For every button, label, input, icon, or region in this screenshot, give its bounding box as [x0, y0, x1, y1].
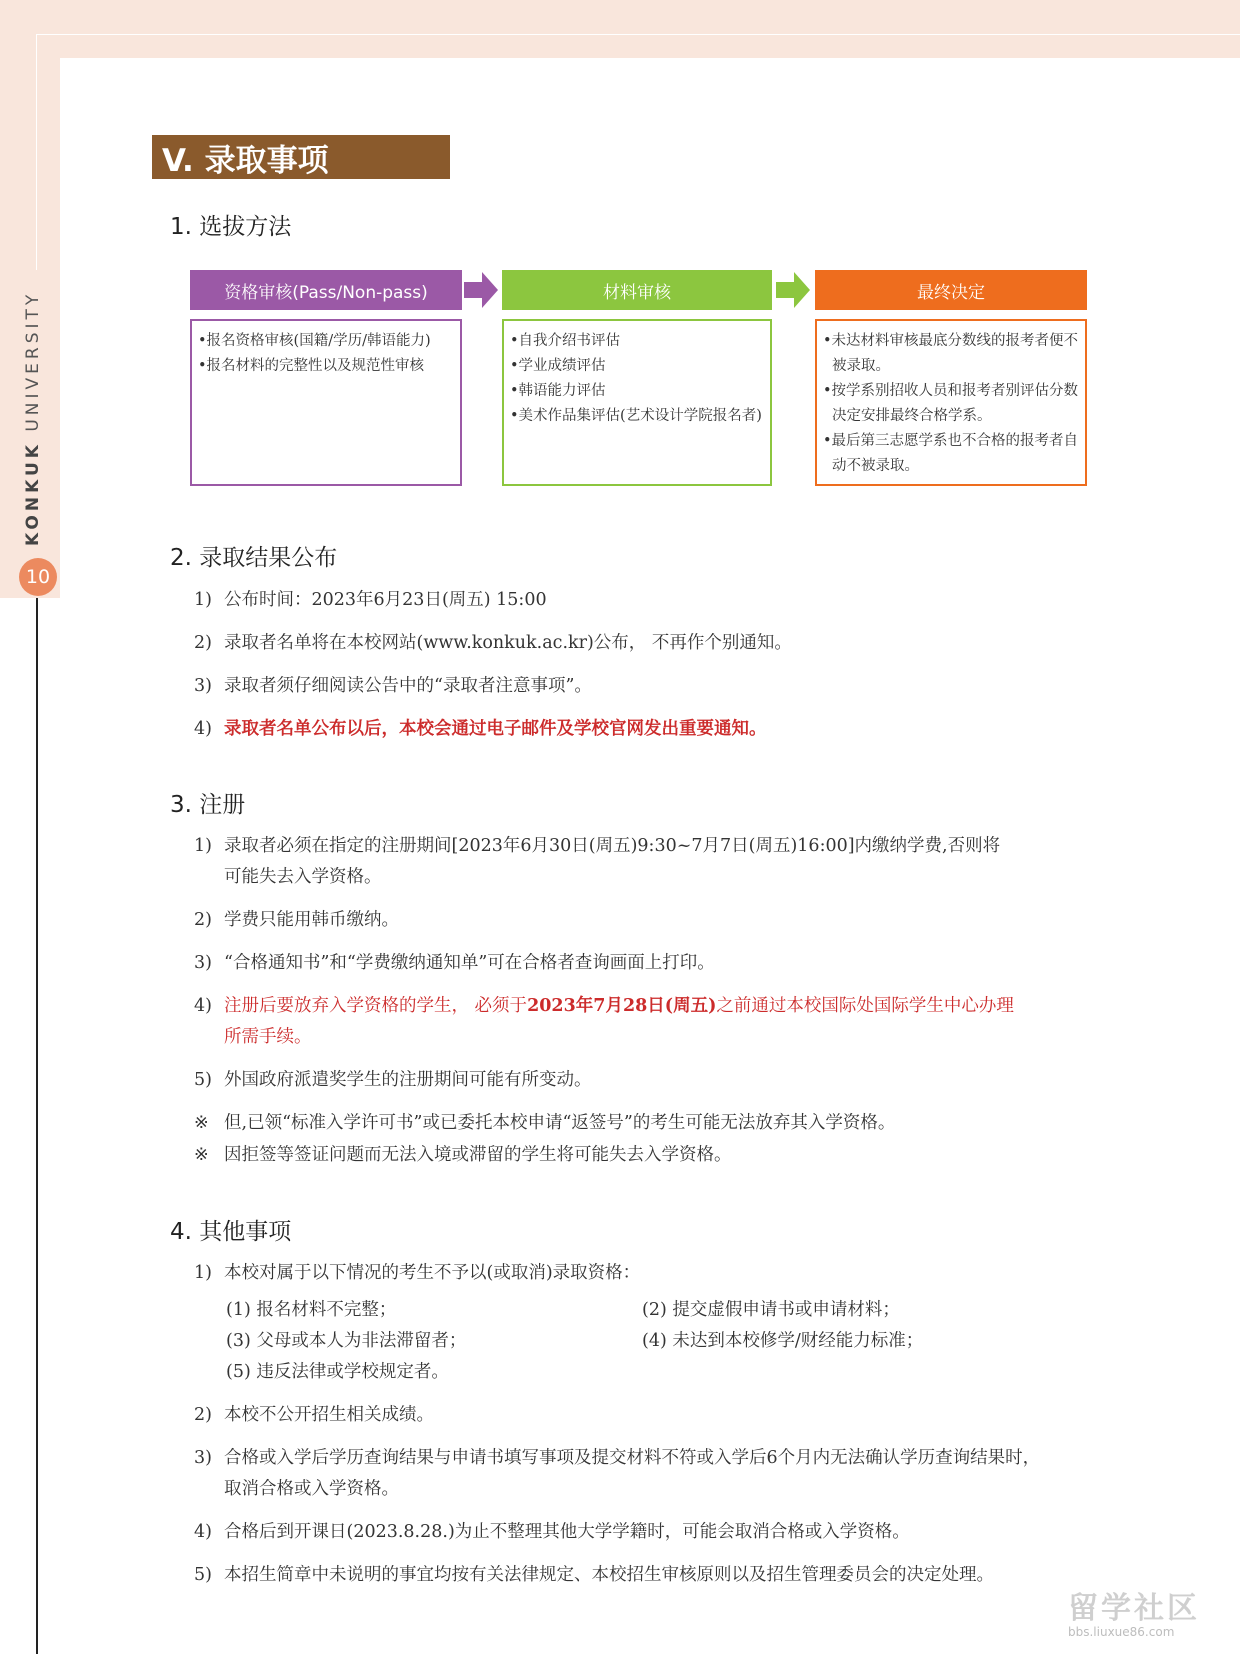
item-text: 本校对属于以下情况的考生不予以(或取消)录取资格：	[224, 1263, 641, 1283]
stage-head-qualification: 资格审核(Pass/Non-pass)	[190, 270, 462, 310]
item-number: 5)	[194, 1070, 212, 1090]
item-text: 注册后要放弃入学资格的学生， 必须于	[224, 996, 528, 1016]
sub-item: (2) 提交虚假申请书或申请材料；	[642, 1300, 900, 1320]
item-number: 2)	[194, 910, 212, 930]
stage-item: •未达材料审核最底分数线的报考者便不被录取。	[823, 333, 1079, 374]
note-item	[194, 1140, 1094, 1171]
arrow-right-icon	[774, 270, 812, 310]
note-text: 因拒签等签证问题而无法入境或滞留的学生将可能失去入学资格。	[224, 1145, 732, 1165]
item-text: 录取者须仔细阅读公告中的“录取者注意事项”。	[224, 676, 592, 696]
item-text: 公布时间：2023年6月23日(周五) 15:00	[224, 590, 547, 610]
note-mark: ※	[194, 1145, 209, 1165]
list-item	[194, 1258, 1094, 1289]
side-brand: KONKUK	[23, 441, 43, 546]
sub-item: (4) 未达到本校修学/财经能力标准；	[642, 1331, 924, 1351]
list-item	[194, 905, 1094, 936]
stage-item: •美术作品集评估(艺术设计学院报名者)	[510, 408, 762, 424]
deadline-date: 2023年7月28日(周五)	[527, 996, 717, 1016]
stage-box-qualification	[190, 319, 462, 486]
side-word: UNIVERSITY	[23, 290, 43, 432]
item-text: 外国政府派遣奖学生的注册期间可能有所变动。	[224, 1070, 592, 1090]
item-text: 学费只能用韩币缴纳。	[224, 910, 399, 930]
stage-head-final: 最终决定	[815, 270, 1087, 310]
list-item	[194, 1065, 1094, 1096]
stage-item: •最后第三志愿学系也不合格的报考者自动不被录取。	[823, 433, 1079, 474]
stage-box-document	[502, 319, 772, 486]
item-number: 4)	[194, 719, 212, 739]
stage-box-final	[815, 319, 1087, 486]
section-heading-other: 4. 其他事项	[170, 1219, 292, 1245]
item-number: 4)	[194, 996, 212, 1016]
item-text: 之前通过本校国际处国际学生中心办理	[716, 996, 1014, 1016]
watermark	[1068, 1583, 1238, 1639]
section-heading-selection: 1. 选拔方法	[170, 214, 292, 240]
stage-item: •按学系别招收人员和报考者别评估分数决定安排最终合格学系。	[823, 383, 1079, 424]
stage-item: •报名材料的完整性以及规范性审核	[198, 358, 425, 374]
item-number: 2)	[194, 1405, 212, 1425]
item-text: 录取者必须在指定的注册期间[2023年6月30日(周五)9:30~7月7日(周五)16:00]内缴纳学费,否则将	[224, 836, 1001, 856]
item-number: 2)	[194, 633, 212, 653]
top-band	[0, 0, 1240, 58]
section-heading-registration: 3. 注册	[170, 792, 246, 818]
list-item	[194, 714, 1094, 745]
sub-item: (5) 违反法律或学校规定者。	[226, 1362, 449, 1382]
item-text: 本校不公开招生相关成绩。	[224, 1405, 434, 1425]
item-number: 3)	[194, 953, 212, 973]
list-item	[194, 585, 1094, 616]
item-text-continued: 可能失去入学资格。	[224, 867, 382, 887]
stage-item: •自我介绍书评估	[510, 333, 621, 349]
note-text: 但,已领“标准入学许可书”或已委托本校申请“返签号”的考生可能无法放弃其入学资格。	[224, 1113, 896, 1133]
list-item	[194, 671, 1094, 702]
list-item	[194, 1400, 1094, 1431]
page-title: V. 录取事项	[152, 135, 450, 179]
list-item	[194, 628, 1094, 659]
item-text: “合格通知书”和“学费缴纳通知单”可在合格者查询画面上打印。	[224, 953, 715, 973]
stage-item: •报名资格审核(国籍/学历/韩语能力)	[198, 333, 431, 349]
frame-line-vertical	[36, 34, 37, 270]
item-number: 5)	[194, 1565, 212, 1585]
item-number: 3)	[194, 676, 212, 696]
list-item	[194, 1560, 1094, 1591]
item-number: 1)	[194, 590, 212, 610]
item-text: 合格或入学后学历查询结果与申请书填写事项及提交材料不符或入学后6个月内无法确认学历查询结果时，	[224, 1448, 1041, 1468]
item-text: 合格后到开课日(2023.8.28.)为止不整理其他大学学籍时，可能会取消合格或入学资格。	[224, 1522, 910, 1542]
note-item	[194, 1108, 1094, 1139]
item-number: 1)	[194, 1263, 212, 1283]
note-mark: ※	[194, 1113, 209, 1133]
list-item	[194, 831, 1094, 862]
stage-item: •韩语能力评估	[510, 383, 606, 399]
gutter-line	[36, 598, 38, 1654]
arrow-right-icon	[462, 270, 500, 310]
item-text-continued: 所需手续。	[224, 1027, 312, 1047]
stage-head-document: 材料审核	[502, 270, 772, 310]
watermark-logo-text: 留学社区	[1068, 1591, 1200, 1626]
list-item	[194, 1443, 1094, 1474]
item-text-continued: 取消合格或入学资格。	[224, 1479, 399, 1499]
sub-item: (3) 父母或本人为非法滞留者；	[226, 1331, 467, 1351]
list-item	[194, 1517, 1094, 1548]
page-number: 10	[19, 558, 57, 596]
side-university-label	[23, 276, 43, 546]
list-item	[194, 948, 1094, 979]
item-text: 录取者名单将在本校网站(www.konkuk.ac.kr)公布， 不再作个别通知。	[224, 633, 792, 653]
item-text-important: 录取者名单公布以后，本校会通过电子邮件及学校官网发出重要通知。	[224, 719, 767, 739]
item-text: 本招生简章中未说明的事宜均按有关法律规定、本校招生审核原则以及招生管理委员会的决定处理。	[224, 1565, 994, 1585]
sub-item: (1) 报名材料不完整；	[226, 1300, 397, 1320]
item-number: 3)	[194, 1448, 212, 1468]
section-heading-results: 2. 录取结果公布	[170, 545, 338, 571]
frame-line-horizontal	[36, 34, 1240, 35]
item-number: 4)	[194, 1522, 212, 1542]
item-number: 1)	[194, 836, 212, 856]
list-item	[194, 991, 1094, 1022]
stage-item: •学业成绩评估	[510, 358, 606, 374]
watermark-url: bbs.liuxue86.com	[1068, 1625, 1175, 1639]
